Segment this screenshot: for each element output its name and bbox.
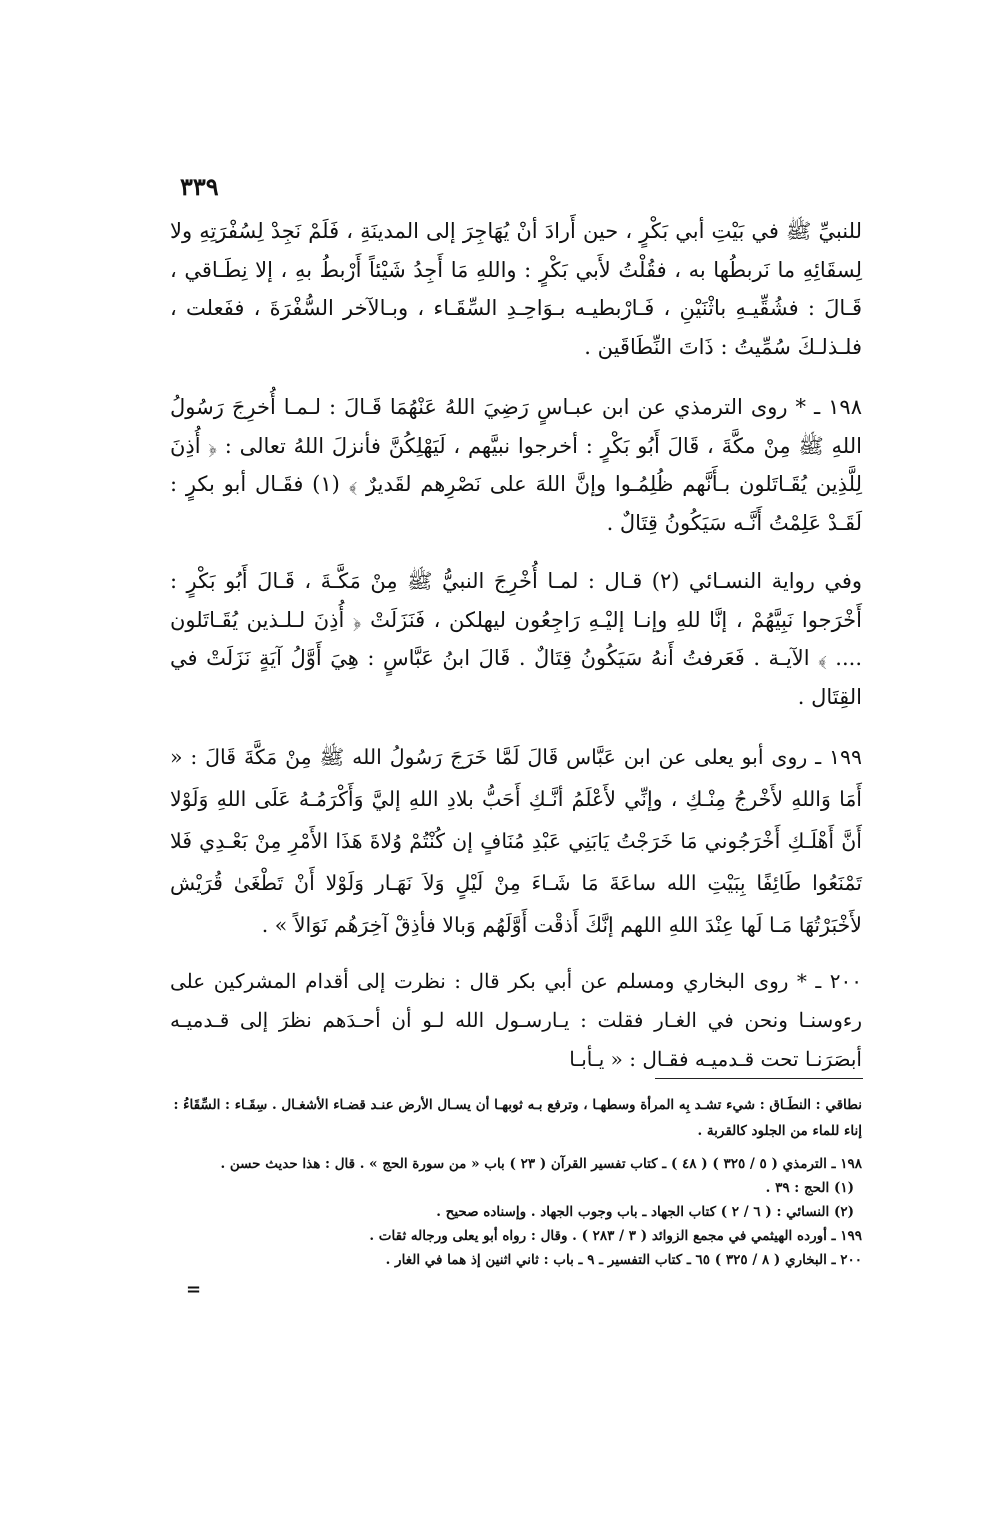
paragraph-intro: للنبيِّ ﷺ في بَيْتِ أبي بَكْرٍ ، حين أَرادَ أنْ يُهَاجِرَ إلى المدينَةِ ، فَلَمْ نَجِدْ لِسُفْرَتِهِ ولا لِسقَائِهِ ما نَربطُها به ، فقُلْتُ لأَبي بَكْرٍ : واللهِ مَا أَجِدُ شَيْئاً أَرْبطُ بهِ ، إلا نِطَـاقي ، قَـالَ : فشُقِّيـهِ باثْنَيْنِ ، فَـارْبطيـه بـوَاحِـدِ السِّقَـاء ، وبـالآخر السُّفْرَةَ ، ففَعلت ، فلـذلـكَ سُمِّيتُ : ذَاتَ النِّطَاقَين .	[170, 219, 862, 359]
footnote-200: ٢٠٠ ـ البخاري ( ٨ / ٣٢٥ ) ٦٥ ـ كتاب التفسير ـ ٩ ـ باب : ثاني اثنين إذ هما في الغار .	[385, 1252, 862, 1268]
footnote-glossary: نطاقي : النطَـاق : شيء تشـد بِه المرأة وسطهـا ، وترفع بـه ثوبهـا أن يسـال الأرض عنـد قضـاء الأشغـال . سِقَـاء : السِّقَاءُ : إناء للماء من الجلود كالقربة .	[173, 1097, 862, 1139]
paragraph-hadith-198: ١٩٨ ـ * روى الترمذي عن ابن عبـاسٍ رَضِيَ اللهُ عَنْهُمَا قَـالَ : لـمـا أُخرِجَ رَسُولُ اللهِ ﷺ مِنْ مكَّةَ ، قَالَ أَبُو بَكْرٍ : أخرجوا نبيَّهم ، لَيَهْلِكُنَّ فأنزلَ اللهُ تعالى : ﴿ أُذِنَ لِلَّذِين يُقَـاتَلون بـأَنَّهم ظُلِمُـوا وإنَّ اللهَ على نَصْرِهم لقَديرٌ ﴾ (١) فقَـال أبو بكرٍ : لَقَـدْ عَلِمْتُ أَنَّـه سَيَكُونُ قِتَالٌ .	[170, 395, 862, 535]
main-text	[170, 212, 862, 1079]
paragraph-nasai-narration: وفي رواية النسـائي (٢) قـال : لمـا أُخْرِجَ النبيُّ ﷺ مِنْ مَكَّـةَ ، قَـالَ أَبُو بَكْرٍ : أَخْرَجوا نَبِيَّهُمْ ، إنَّا للهِ وإنـا إليْـهِ رَاجِعُون ليهلكن ، فَنَزَلَتْ ﴿ أُذِنَ لـلـذين يُقَـاتَلون .... ﴾ الآيـة . فَعَرفتُ أَنهُ سَيَكُونُ قِتَالٌ . قَالَ ابنُ عَبَّاسٍ : هِيَ أَوَّلُ آيَةٍ نَزَلَتْ في القِتَال .	[170, 569, 862, 709]
footnote-199: ١٩٩ ـ أورده الهيثمي في مجمع الزوائد ( ٣ / ٢٨٣ ) . وقال : رواه أبو يعلى ورجاله ثقات .	[369, 1228, 862, 1244]
footnote-198: ١٩٨ ـ الترمذي ( ٥ / ٣٢٥ ) ( ٤٨ ) ـ كتاب تفسير القرآن ( ٢٣ ) باب « من سورة الحج » . قال : هذا حديث حسن .	[220, 1156, 862, 1172]
paragraph-hadith-199: ١٩٩ ـ روى أبو يعلى عن ابن عَبَّاس قَالَ لَمَّا خَرَجَ رَسُولُ الله ﷺ مِنْ مَكَّةَ قَالَ : « أَمَا وَاللهِ لأَخْرجُ مِنْـكِ ، وإنِّي لأَعْلَمُ أنَّـكِ أَحَبُّ بلادِ اللهِ إليَّ وَأَكْرَمُـهُ عَلَى اللهِ وَلَوْلا أَنَّ أَهْلَـكِ أَخْرَجُوني مَا خَرَجْتُ يَابَنِي عَبْدِ مُنَافٍ إن كُنْتُمْ وُلاةَ هَذَا الأَمْرِ مِنْ بَعْـدِي فَلا تَمْنَعُوا طَائِفًا بِبَيْتِ الله ساعَةَ مَا شَـاءَ مِنْ لَيْلٍ وَلاَ نَهَـار وَلَوْلا أَنْ تَطْغَىٰ قُرَيْش لأَخْبَرْتُهَا مَـا لَها عِنْدَ اللهِ اللهم إنَّكَ أَذقْت أَوَّلَهُم وَبالا فأذِقْ آخِرَهُم نَوَالاً » .	[170, 745, 862, 937]
page-number: ٣٣٩	[180, 172, 219, 201]
footnote-divider	[655, 1078, 863, 1079]
footnote-2: (٢) النسائي : ( ٦ / ٢ ) كتاب الجهاد ـ باب وجوب الجهاد . وإسناده صحيح .	[436, 1204, 854, 1220]
continuation-mark: =	[186, 1279, 202, 1300]
footnote-1: (١) الحج : ٣٩ .	[765, 1180, 854, 1196]
footnotes	[170, 1092, 862, 1272]
paragraph-hadith-200: ٢٠٠ ـ * روى البخاري ومسلم عن أبي بكر قال : نظرت إلى أقدام المشركين على رءوسنـا ونحن في الغـار فقلت : يـارسـول الله لـو أن أحـدَهم نظرَ إلى قـدميـه أبصَرَنـا تحت قـدميـه فقـال : « يـأبـا	[170, 969, 862, 1071]
